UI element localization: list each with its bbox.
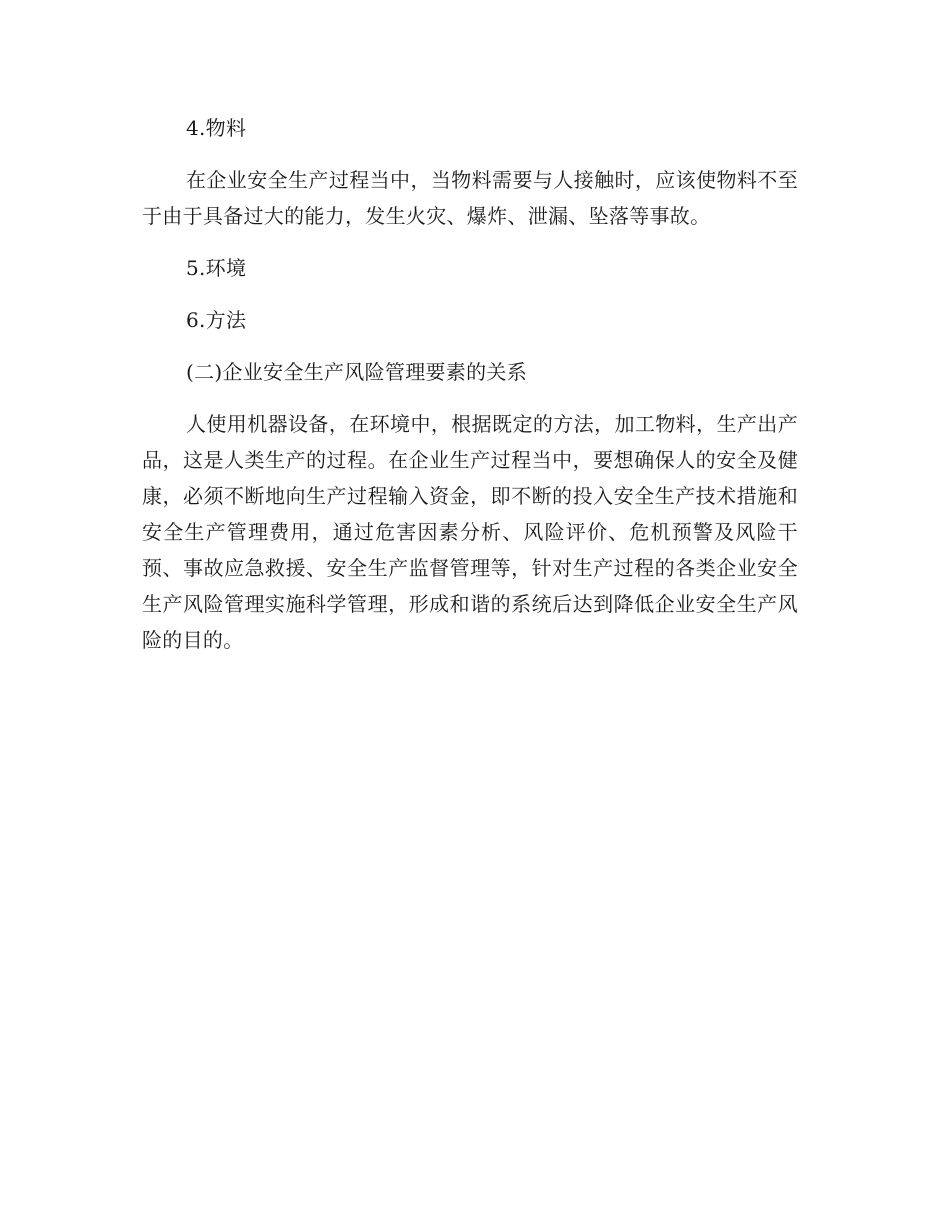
section-heading-method: 6.方法 (186, 308, 247, 332)
section-heading-environment: 5.环境 (186, 256, 247, 280)
materials-paragraph: 在企业安全生产过程当中，当物料需要与人接触时，应该使物料不至于由于具备过大的能力，发生火灾、爆炸、泄漏、坠落等事故。 (142, 168, 798, 228)
relationship-paragraph: 人使用机器设备，在环境中，根据既定的方法，加工物料，生产出产品，这是人类生产的过程。在企业生产过程当中，要想确保人的安全及健康，必须不断地向生产过程输入资金，即不断的投入安全生产技术措施和安全生产管理费用，通过危害因素分析、风险评价、危机预警及风险干预、事故应急救援、安全生产监督管理等，针对生产过程的各类企业安全生产风险管理实施科学管理，形成和谐的系统后达到降低企业安全生产风险的目的。 (142, 412, 798, 652)
document-body (142, 110, 798, 658)
subsection-heading-relationship: (二)企业安全生产风险管理要素的关系 (186, 360, 528, 384)
section-heading-materials: 4.物料 (186, 116, 247, 140)
